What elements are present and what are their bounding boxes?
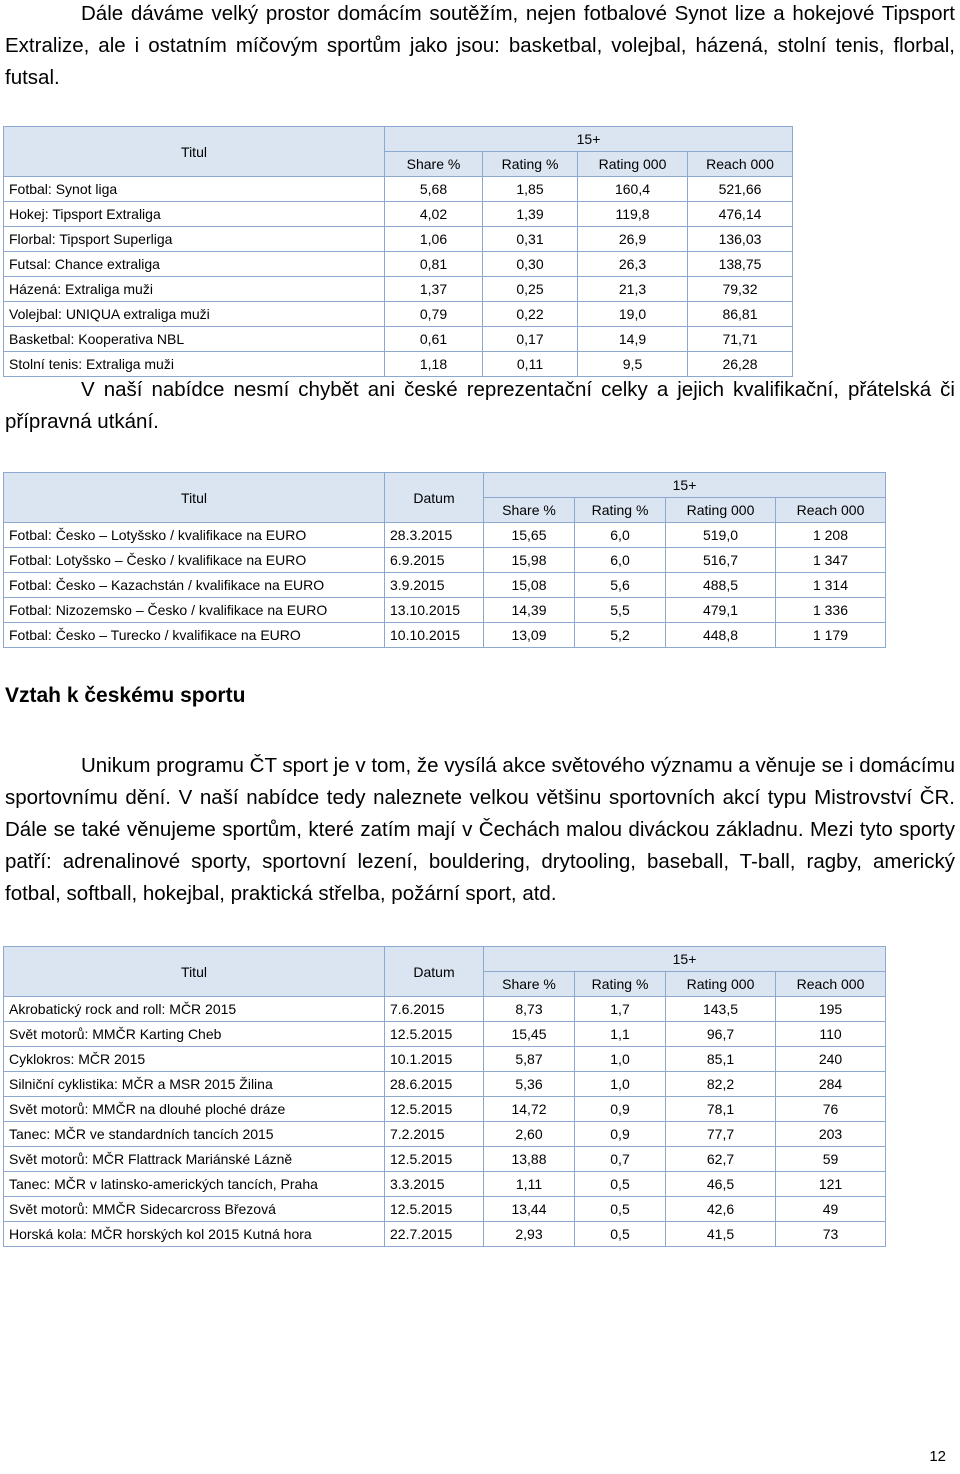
table1-group-header: 15+ (385, 127, 793, 152)
row-title: Fotbal: Česko – Lotyšsko / kvalifikace na EURO (4, 523, 385, 548)
row-value: 521,66 (688, 177, 793, 202)
row-value: 71,71 (688, 327, 793, 352)
row-value: 516,7 (666, 548, 776, 573)
column-header: Share % (385, 152, 483, 177)
row-value: 0,81 (385, 252, 483, 277)
row-value: 1 336 (776, 598, 886, 623)
table-row (4, 1147, 886, 1172)
table-national-team-ratings (3, 472, 886, 648)
row-title: Fotbal: Česko – Kazachstán / kvalifikace na EURO (4, 573, 385, 598)
row-title: Horská kola: MČR horských kol 2015 Kutná hora (4, 1222, 385, 1247)
row-title: Svět motorů: MMČR na dlouhé ploché dráze (4, 1097, 385, 1122)
intro-paragraph: Dále dáváme velký prostor domácím soutěžím, nejen fotbalové Synot lize a hokejové Tipsport Extralize, ale i ostatním míčovým sportům jako jsou: basketbal, volejbal, házená, stolní tenis, florbal, futsal. (5, 2, 955, 89)
row-title: Fotbal: Synot liga (4, 177, 385, 202)
column-header: Rating % (575, 498, 666, 523)
row-value: 1,06 (385, 227, 483, 252)
row-value: 519,0 (666, 523, 776, 548)
column-header: Rating 000 (578, 152, 688, 177)
row-value: 284 (776, 1072, 886, 1097)
row-title: Tanec: MČR v latinsko-amerických tancích, Praha (4, 1172, 385, 1197)
row-value: 14,39 (484, 598, 575, 623)
row-value: 0,79 (385, 302, 483, 327)
row-value: 49 (776, 1197, 886, 1222)
row-value: 8,73 (484, 997, 575, 1022)
table-row (4, 1072, 886, 1097)
row-title: Svět motorů: MMČR Karting Cheb (4, 1022, 385, 1047)
row-value: 26,9 (578, 227, 688, 252)
row-value: 78,1 (666, 1097, 776, 1122)
row-value: 138,75 (688, 252, 793, 277)
row-value: 6,0 (575, 523, 666, 548)
row-title: Basketbal: Kooperativa NBL (4, 327, 385, 352)
column-header: Reach 000 (776, 498, 886, 523)
row-value: 1,18 (385, 352, 483, 377)
row-date: 13.10.2015 (385, 598, 484, 623)
row-title: Fotbal: Lotyšsko – Česko / kvalifikace na EURO (4, 548, 385, 573)
row-value: 5,5 (575, 598, 666, 623)
row-value: 1 314 (776, 573, 886, 598)
row-title: Svět motorů: MMČR Sidecarcross Březová (4, 1197, 385, 1222)
row-title: Svět motorů: MČR Flattrack Mariánské Lázně (4, 1147, 385, 1172)
column-header: Rating % (575, 972, 666, 997)
row-value: 110 (776, 1022, 886, 1047)
table-row (4, 997, 886, 1022)
row-value: 0,11 (483, 352, 578, 377)
table-row (4, 1097, 886, 1122)
row-value: 479,1 (666, 598, 776, 623)
table-row (4, 352, 793, 377)
row-value: 15,45 (484, 1022, 575, 1047)
row-value: 0,17 (483, 327, 578, 352)
row-title: Futsal: Chance extraliga (4, 252, 385, 277)
row-value: 62,7 (666, 1147, 776, 1172)
row-value: 13,88 (484, 1147, 575, 1172)
row-title: Cyklokros: MČR 2015 (4, 1047, 385, 1072)
row-value: 15,08 (484, 573, 575, 598)
table3-title-header: Titul (4, 947, 385, 997)
row-date: 10.10.2015 (385, 623, 484, 648)
row-value: 1 347 (776, 548, 886, 573)
row-value: 203 (776, 1122, 886, 1147)
row-title: Fotbal: Česko – Turecko / kvalifikace na EURO (4, 623, 385, 648)
table-row (4, 1122, 886, 1147)
row-value: 1,7 (575, 997, 666, 1022)
table-row (4, 252, 793, 277)
column-header: Share % (484, 498, 575, 523)
row-date: 12.5.2015 (385, 1022, 484, 1047)
row-value: 0,9 (575, 1097, 666, 1122)
table-row (4, 598, 886, 623)
row-value: 77,7 (666, 1122, 776, 1147)
row-value: 0,31 (483, 227, 578, 252)
row-value: 41,5 (666, 1222, 776, 1247)
row-value: 121 (776, 1172, 886, 1197)
row-date: 22.7.2015 (385, 1222, 484, 1247)
row-value: 5,2 (575, 623, 666, 648)
row-title: Házená: Extraliga muži (4, 277, 385, 302)
row-value: 0,22 (483, 302, 578, 327)
table-row (4, 1047, 886, 1072)
row-value: 1 179 (776, 623, 886, 648)
row-value: 26,28 (688, 352, 793, 377)
row-title: Silniční cyklistika: MČR a MSR 2015 Žilina (4, 1072, 385, 1097)
table-row (4, 227, 793, 252)
column-header: Reach 000 (776, 972, 886, 997)
row-value: 13,44 (484, 1197, 575, 1222)
row-value: 0,5 (575, 1197, 666, 1222)
row-value: 1,11 (484, 1172, 575, 1197)
row-value: 86,81 (688, 302, 793, 327)
table-championship-ratings (3, 946, 886, 1247)
row-value: 5,6 (575, 573, 666, 598)
table-row (4, 548, 886, 573)
table-row (4, 1197, 886, 1222)
row-value: 4,02 (385, 202, 483, 227)
row-date: 28.3.2015 (385, 523, 484, 548)
table3-date-header: Datum (385, 947, 484, 997)
page-number: 12 (929, 1448, 946, 1465)
row-date: 12.5.2015 (385, 1147, 484, 1172)
row-value: 6,0 (575, 548, 666, 573)
row-value: 488,5 (666, 573, 776, 598)
row-value: 160,4 (578, 177, 688, 202)
row-value: 96,7 (666, 1022, 776, 1047)
row-value: 136,03 (688, 227, 793, 252)
row-value: 42,6 (666, 1197, 776, 1222)
row-value: 73 (776, 1222, 886, 1247)
row-value: 195 (776, 997, 886, 1022)
row-value: 0,7 (575, 1147, 666, 1172)
row-value: 240 (776, 1047, 886, 1072)
row-date: 7.6.2015 (385, 997, 484, 1022)
column-header: Rating 000 (666, 498, 776, 523)
table-row (4, 1022, 886, 1047)
row-value: 1,39 (483, 202, 578, 227)
table-row (4, 1222, 886, 1247)
table-row (4, 573, 886, 598)
row-value: 15,98 (484, 548, 575, 573)
row-value: 21,3 (578, 277, 688, 302)
row-value: 14,9 (578, 327, 688, 352)
table-row (4, 177, 793, 202)
row-value: 82,2 (666, 1072, 776, 1097)
row-title: Volejbal: UNIQUA extraliga muži (4, 302, 385, 327)
table-row (4, 202, 793, 227)
row-value: 46,5 (666, 1172, 776, 1197)
row-value: 0,61 (385, 327, 483, 352)
column-header: Rating % (483, 152, 578, 177)
table-league-ratings (3, 126, 793, 377)
column-header: Share % (484, 972, 575, 997)
table-row (4, 302, 793, 327)
row-value: 76 (776, 1097, 886, 1122)
row-value: 26,3 (578, 252, 688, 277)
row-title: Akrobatický rock and roll: MČR 2015 (4, 997, 385, 1022)
row-value: 448,8 (666, 623, 776, 648)
row-value: 5,68 (385, 177, 483, 202)
row-value: 13,09 (484, 623, 575, 648)
row-value: 0,5 (575, 1222, 666, 1247)
row-value: 9,5 (578, 352, 688, 377)
row-value: 1,37 (385, 277, 483, 302)
table3-group-header: 15+ (484, 947, 886, 972)
czech-sport-paragraph: Unikum programu ČT sport je v tom, že vysílá akce světového významu a věnuje se i domácímu sportovnímu dění. V naší nabídce tedy naleznete velkou většinu sportovních akcí typu Mistrovství ČR. Dále se také věnujeme sportům, které zatím mají v Čechách malou diváckou základnu. Mezi tyto sporty patří: adrenalinové sporty, sportovní lezení, bouldering, drytooling, baseball, T-ball, ragby, americký fotbal, softball, hokejbal, praktická střelba, požární sport, atd. (5, 754, 955, 905)
table-row (4, 623, 886, 648)
row-value: 143,5 (666, 997, 776, 1022)
row-title: Hokej: Tipsport Extraliga (4, 202, 385, 227)
row-value: 2,93 (484, 1222, 575, 1247)
row-title: Tanec: MČR ve standardních tancích 2015 (4, 1122, 385, 1147)
row-value: 0,5 (575, 1172, 666, 1197)
table1-title-header: Titul (4, 127, 385, 177)
row-title: Fotbal: Nizozemsko – Česko / kvalifikace na EURO (4, 598, 385, 623)
row-value: 1,0 (575, 1047, 666, 1072)
column-header: Rating 000 (666, 972, 776, 997)
row-value: 476,14 (688, 202, 793, 227)
row-date: 3.3.2015 (385, 1172, 484, 1197)
row-value: 5,36 (484, 1072, 575, 1097)
row-title: Stolní tenis: Extraliga muži (4, 352, 385, 377)
row-value: 1,1 (575, 1022, 666, 1047)
row-value: 0,30 (483, 252, 578, 277)
row-date: 10.1.2015 (385, 1047, 484, 1072)
row-date: 28.6.2015 (385, 1072, 484, 1097)
row-value: 0,9 (575, 1122, 666, 1147)
row-date: 12.5.2015 (385, 1097, 484, 1122)
row-value: 2,60 (484, 1122, 575, 1147)
row-value: 5,87 (484, 1047, 575, 1072)
row-date: 7.2.2015 (385, 1122, 484, 1147)
national-team-paragraph: V naší nabídce nesmí chybět ani české reprezentační celky a jejich kvalifikační, přátelská či přípravná utkání. (5, 378, 955, 433)
table-row (4, 277, 793, 302)
row-value: 1,85 (483, 177, 578, 202)
table-row (4, 327, 793, 352)
column-header: Reach 000 (688, 152, 793, 177)
table-row (4, 523, 886, 548)
row-date: 6.9.2015 (385, 548, 484, 573)
row-value: 19,0 (578, 302, 688, 327)
row-value: 85,1 (666, 1047, 776, 1072)
row-date: 12.5.2015 (385, 1197, 484, 1222)
row-title: Florbal: Tipsport Superliga (4, 227, 385, 252)
section-heading: Vztah k českému sportu (5, 684, 246, 707)
row-date: 3.9.2015 (385, 573, 484, 598)
row-value: 79,32 (688, 277, 793, 302)
row-value: 1,0 (575, 1072, 666, 1097)
row-value: 1 208 (776, 523, 886, 548)
row-value: 119,8 (578, 202, 688, 227)
row-value: 59 (776, 1147, 886, 1172)
table2-date-header: Datum (385, 473, 484, 523)
row-value: 0,25 (483, 277, 578, 302)
table2-group-header: 15+ (484, 473, 886, 498)
table2-title-header: Titul (4, 473, 385, 523)
row-value: 14,72 (484, 1097, 575, 1122)
row-value: 15,65 (484, 523, 575, 548)
table-row (4, 1172, 886, 1197)
